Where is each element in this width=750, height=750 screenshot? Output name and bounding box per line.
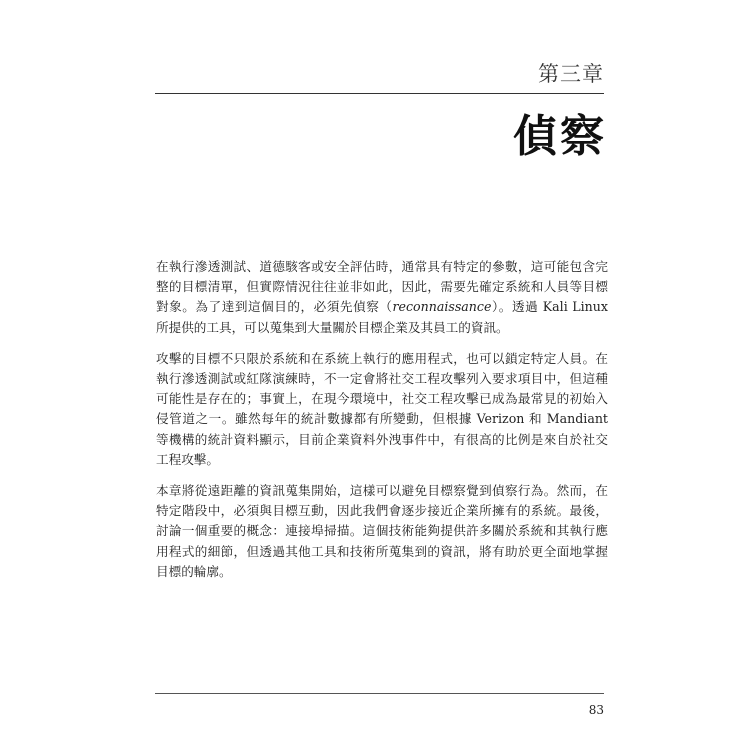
page-number: 83 — [588, 703, 604, 717]
paragraph-2: 攻擊的目標不只限於系統和在系統上執行的應用程式，也可以鎖定特定人員。在執行滲透測試或紅隊演練時，不一定會將社交工程攻擊列入要求項目中，但這種可能性是存在的；事實上，在現今環境中，社交工程攻擊已成為最常見的初始入侵管道之一。雖然每年的統計數據都有所變動，但根據 Verizon 和 Mandiant 等機構的統計資料顯示，目前企業資料外洩事件中，有很高的比例是來自於社交工程攻擊。 — [156, 350, 608, 467]
footer-divider — [155, 693, 604, 694]
paragraph-1-text-start: 在執行滲透測試、道德駭客或安全評估時，通常具有特定的參數，這可能包含完整的目標清單，但實際情況往往並非如此，因此，需要先確定系統和人員等目標對象。為了達到這個目的，必須先偵察（ — [156, 259, 608, 315]
paragraph-1-italic-term: reconnaissance — [392, 299, 492, 315]
paragraph-3: 本章將從遠距離的資訊蒐集開始，這樣可以避免目標察覺到偵察行為。然而，在特定階段中，必須與目標互動，因此我們會逐步接近企業所擁有的系統。最後，討論一個重要的概念：連接埠掃描。這個技術能夠提供許多關於系統和其執行應用程式的細節，但透過其他工具和技術所蒐集到的資訊，將有助於更全面地掌握目標的輪廓。 — [156, 483, 608, 579]
paragraph-1 — [156, 257, 608, 338]
paragraph-1-text-end: ）。透過 Kali Linux 所提供的工具，可以蒐集到大量關於目標企業及其員工的資訊。 — [156, 299, 609, 335]
chapter-label: 第三章 — [538, 62, 604, 86]
body-text — [156, 257, 608, 593]
chapter-title: 偵察 — [513, 111, 607, 162]
chapter-divider — [155, 93, 604, 94]
